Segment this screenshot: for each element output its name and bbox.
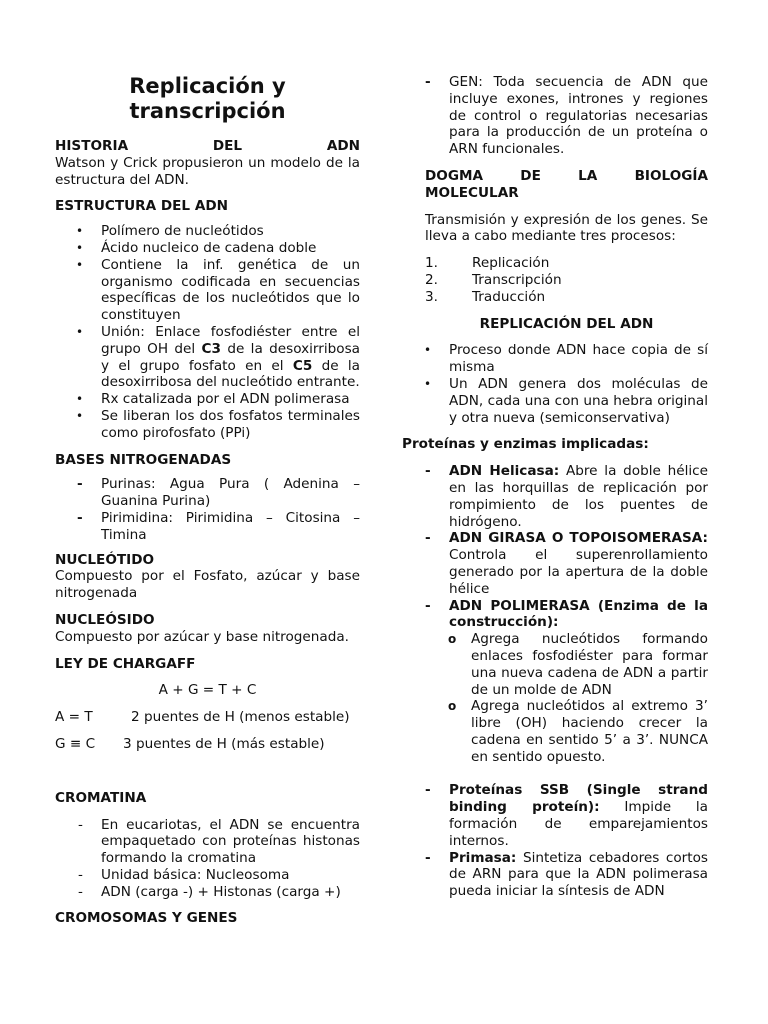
replicacion-list (402, 342, 708, 426)
list-item: o Agrega nucleótidos al extremo 3’ libre (OH) haciendo crecer la cadena en sentido 5’ a 3’. NUNCA en sentido opuesto. (448, 698, 708, 765)
list-item: • Proceso donde ADN hace copia de sí misma (424, 342, 708, 376)
heading-chargaff: LEY DE CHARGAFF (55, 655, 196, 672)
dogma-text: Transmisión y expresión de los genes. Se lleva a cabo mediante tres procesos: (425, 211, 708, 245)
historia-text: Watson y Crick propusieron un modelo de la estructura del ADN. (55, 154, 360, 188)
list-item: • Unión: Enlace fosfodiéster entre el grupo OH del C3 de la desoxirribosa y el grupo fosfato en el C5 de la desoxirribosa del nucleótido entrante. (76, 323, 360, 391)
list-item: • Contiene la inf. genética de un organismo codificada en secuencias específicas de los nucleótidos que lo constituyen (76, 256, 360, 324)
heading-proteinas: Proteínas y enzimas implicadas: (402, 436, 649, 453)
page-title: Replicación y transcripción (129, 74, 286, 123)
heading-cromosomas: CROMOSOMAS Y GENES (55, 910, 238, 927)
list-item: - En eucariotas, el ADN se encuentra empaquetado con proteínas histonas formando la cromatina (78, 816, 360, 867)
list-item: • Ácido nucleico de cadena doble (76, 239, 317, 256)
list-item: - Primasa: Sintetiza cebadores cortos de ARN para que la ADN polimerasa pueda iniciar la síntesis de ADN (425, 849, 708, 900)
left-column (55, 74, 360, 927)
list-item: • Rx catalizada por el ADN polimerasa (76, 391, 350, 408)
list-item: • Se liberan los dos fosfatos terminales como pirofosfato (PPi) (76, 407, 360, 441)
list-item: - Unidad básica: Nucleosoma (78, 866, 290, 883)
list-item: 1. Replicación (425, 255, 550, 272)
chargaff-row-at: A = T 2 puentes de H (menos estable) (55, 709, 350, 726)
chargaff-formula: A + G = T + C (158, 682, 257, 699)
proteinas-list (402, 463, 708, 631)
heading-dogma: DOGMA DE LA BIOLOGÍA (425, 167, 709, 184)
polimerasa-sublist (448, 631, 708, 765)
cromatina-list (55, 817, 360, 901)
chargaff-row-gc: G ≡ C 3 puentes de H (más estable) (55, 735, 325, 752)
list-item: - Purinas: Agua Pura ( Adenina – Guanina Purina) (77, 476, 360, 510)
estructura-list (55, 223, 360, 441)
nucleosido-text: Compuesto por azúcar y base nitrogenada. (55, 628, 349, 645)
heading-nucleosido: NUCLEÓSIDO (55, 611, 155, 628)
heading-dogma-2: MOLECULAR (425, 184, 519, 201)
list-item: • Un ADN genera dos moléculas de ADN, cada una con una hebra original y otra nueva (semiconservativa) (424, 375, 708, 426)
list-item: 3. Traducción (425, 288, 546, 305)
list-item: - ADN (carga -) + Histonas (carga +) (78, 883, 341, 900)
heading-historia: HISTORIA DEL ADN (55, 138, 360, 154)
gen-list (402, 74, 708, 158)
list-item: 2. Transcripción (425, 271, 562, 288)
list-item: - ADN Helicasa: Abre la doble hélice en las horquillas de replicación por rompimiento de los puentes de hidrógeno. (425, 463, 708, 530)
heading-estructura: ESTRUCTURA DEL ADN (55, 198, 229, 215)
right-column (402, 74, 708, 900)
bases-list (55, 476, 360, 543)
heading-replicacion: REPLICACIÓN DEL ADN (479, 315, 654, 332)
heading-bases: BASES NITROGENADAS (55, 451, 232, 468)
list-item: - Proteínas SSB (Single strand binding proteín): Impide la formación de emparejamientos internos. (425, 782, 709, 849)
list-item: - GEN: Toda secuencia de ADN que incluye exones, intrones y regiones de control o regulatorias necesarias para la producción de un proteína o ARN funcionales. (425, 74, 708, 158)
nucleotido-text: Compuesto por el Fosfato, azúcar y base nitrogenada (55, 568, 360, 602)
list-item: - ADN GIRASA O TOPOISOMERASA: Controla el superenrollamiento generado por la apertura de la doble hélice (425, 530, 708, 597)
list-item: • Polímero de nucleótidos (76, 223, 264, 240)
list-item: o Agrega nucleótidos formando enlaces fosfodiéster para formar una nueva cadena de ADN a partir de un molde de ADN (448, 631, 708, 698)
heading-cromatina: CROMATINA (55, 789, 147, 806)
list-item: - ADN POLIMERASA (Enzima de la construcción): (425, 597, 708, 631)
dogma-steps (425, 255, 708, 305)
heading-nucleotido: NUCLEÓTIDO (55, 551, 155, 568)
list-item: - Pirimidina: Pirimidina – Citosina – Timina (77, 509, 360, 543)
proteinas-list-2 (402, 782, 708, 900)
